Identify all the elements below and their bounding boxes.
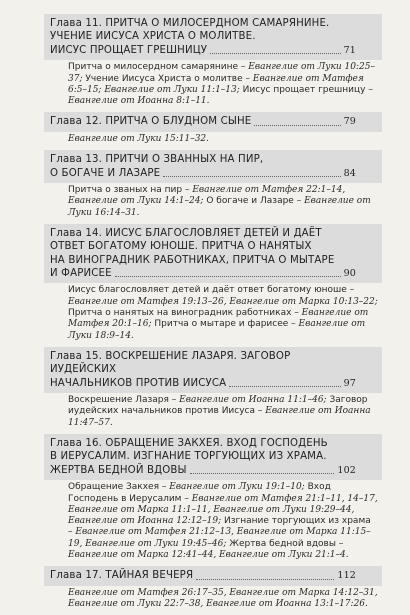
chapter-entries (44, 60, 382, 112)
entry-reference: Евангелие от Марка 12:41–44, Евангелие от Луки 21:1–4. (68, 550, 349, 561)
chapter-title-text: ПРИТЧА О БЛУДНОМ СЫНЕ (105, 116, 252, 128)
chapter-title-text: НАЧАЛЬНИКОВ ПРОТИВ ИИСУСА (50, 377, 227, 389)
entry-name: Иисус прощает грешницу (242, 84, 366, 95)
chapter-title (50, 350, 378, 390)
entry-reference: Евангелие от Матфея 19:13–26, Евангелие от Марка 10:13–22; (68, 296, 378, 307)
entry: Вход Господень в Иерусалим – Евангелие от Матфея 21:1–11, 14–17, Евангелие от Марка 11:1–11, Евангелие от Луки 19:29–44, Евангелие от Иоанна 12:12–19; (68, 482, 378, 527)
entry-name: Жертва бедной вдовы (229, 538, 336, 549)
entry: О богаче и Лазаре – Евангелие от Луки 16:14–31. (68, 196, 371, 218)
entry (68, 588, 378, 609)
entry-reference: Евангелие от Луки 19:1–10; (169, 482, 305, 493)
chapter-title-line (50, 30, 356, 43)
chapter-title-last-line (50, 569, 356, 582)
entry-reference: Евангелие от Луки 15:11–32. (68, 133, 210, 144)
dot-leader (254, 125, 340, 126)
entry: Жертва бедной вдовы – Евангелие от Марка 12:41–44, Евангелие от Луки 21:1–4. (68, 538, 349, 561)
chapter-entries (44, 586, 382, 615)
dot-leader (196, 579, 334, 580)
entry-reference: Евангелие от Матфея 6:5–15; Евангелие от Луки 11:1–13; (68, 73, 364, 95)
page-number: 112 (337, 570, 356, 582)
entry (68, 134, 209, 144)
chapter-title-line (50, 450, 356, 463)
page-number: 102 (337, 464, 356, 476)
chapter-title-last-line (50, 44, 356, 57)
chapter-title-text: ТАЙНАЯ ВЕЧЕРЯ (105, 570, 194, 582)
entry-reference: Евангелие от Луки 18:9–14. (68, 319, 366, 341)
entry-reference: Евангелие от Луки 10:25–37; (68, 62, 375, 84)
chapter-title (50, 153, 378, 180)
chapter-title-tail (50, 464, 187, 477)
entry-name: Притча о званых на пир (68, 184, 183, 195)
chapter-title-line (50, 254, 356, 267)
chapter-title-last-line (50, 464, 356, 477)
chapter-title-last-line (50, 115, 356, 128)
entry-reference: Евангелие от Матфея 21:1–11, 14–17, Евангелие от Марка 11:1–11, Евангелие от Луки 19:29–44, Евангелие от Иоанна 12:12–19; (68, 493, 378, 527)
entry-name: Вход Господень в Иерусалим (68, 482, 331, 504)
chapter-title-line (50, 153, 356, 166)
entry-reference: Евангелие от Матфея 21:12–13, Евангелие от Марка 11:15–19, Евангелие от Луки 19:45–46; (68, 527, 371, 549)
entry: Притча о нанятых на виноградник работниках – Евангелие от Матфея 20:1–16; (68, 308, 369, 330)
chapter-entries (44, 132, 382, 150)
entry-name: Притча о нанятых на виноградник работниках (68, 308, 292, 319)
chapter-label: Глава 14. (50, 227, 106, 239)
dot-leader (163, 176, 340, 177)
chapter-entries (44, 283, 382, 346)
chapter-title (50, 115, 378, 128)
entry-reference: Евангелие от Иоанна 11:47–57. (68, 406, 371, 428)
chapter-label: Глава 16. (50, 438, 106, 450)
chapter-heading[interactable] (44, 434, 382, 480)
chapter-label: Глава 15. (50, 350, 106, 362)
chapter-title-text: ПРИТЧИ О ЗВАННЫХ НА ПИР, (105, 154, 264, 166)
chapter-title-last-line (50, 377, 356, 390)
chapter-title-tail (50, 167, 160, 180)
entry-reference: Евангелие от Иоанна 8:1–11. (68, 96, 210, 107)
entry-reference: Евангелие от Матфея 26:17–35, Евангелие от Марка 14:12–31, Евангелие от Луки 22:7–38, Евангелие от Иоанна 13:1–17:26. (68, 587, 378, 610)
chapter-title-text: ИИСУС ПРОЩАЕТ ГРЕШНИЦУ (50, 44, 208, 56)
entry: Изгнание торгующих из храма – Евангелие от Матфея 21:12–13, Евангелие от Марка 11:15–19, Евангелие от Луки 19:45–46; (68, 516, 371, 549)
chapter-heading[interactable] (44, 566, 382, 585)
entry-name: Иисус благословляет детей и даёт ответ богатому юноше (68, 285, 347, 296)
chapter-label: Глава 12. (50, 116, 106, 128)
dot-leader (229, 386, 340, 387)
entry: Притча о милосердном самарянине – Евангелие от Луки 10:25–37; (68, 62, 375, 84)
entry-reference: Евангелие от Иоанна 11:1–46; (179, 395, 327, 406)
chapter-heading[interactable] (44, 112, 382, 131)
chapter-title-text: ВОСКРЕШЕНИЕ ЛАЗАРЯ. ЗАГОВОР ИУДЕЙСКИХ (50, 350, 291, 376)
chapter-title-tail (50, 115, 251, 128)
entry: Притча о званых на пир – Евангелие от Матфея 22:1–14, Евангелие от Луки 14:1–24; (68, 184, 346, 207)
entry-name: Притча о милосердном самарянине (68, 62, 239, 73)
chapter-title-text: В ИЕРУСАЛИМ. ИЗГНАНИЕ ТОРГУЮЩИХ ИЗ ХРАМА. (50, 451, 327, 463)
page-number: 84 (343, 167, 356, 179)
chapter-title-text: О БОГАЧЕ И ЛАЗАРЕ (50, 167, 161, 179)
entry: Иисус прощает грешницу – Евангелие от Иоанна 8:1–11. (68, 84, 373, 107)
page-number: 79 (343, 116, 356, 128)
chapter-title (50, 569, 378, 582)
chapter-heading[interactable] (44, 347, 382, 393)
chapter-title (50, 17, 378, 57)
chapter-entries (44, 393, 382, 434)
chapter-title (50, 437, 378, 477)
entry-name: Обращение Закхея (68, 482, 160, 493)
chapter-label: Глава 13. (50, 154, 106, 166)
chapter-title-line (50, 227, 356, 240)
entry-reference: Евангелие от Луки 16:14–31. (68, 196, 371, 218)
entry: Притча о мытаре и фарисее – Евангелие от Луки 18:9–14. (68, 319, 366, 341)
entry-reference: Евангелие от Матфея 22:1–14, Евангелие от Луки 14:1–24; (68, 184, 346, 207)
entry-name: Заговор иудейских начальников против Иисуса (68, 395, 368, 417)
chapter-title-last-line (50, 167, 356, 180)
entry: Воскрешение Лазаря – Евангелие от Иоанна 11:1–46; (68, 395, 327, 406)
chapter-title-tail (50, 377, 226, 390)
page-number: 71 (343, 44, 356, 56)
chapter-label: Глава 17. (50, 570, 106, 582)
chapter-entries (44, 480, 382, 566)
entry-name: Притча о мытаре и фарисее (154, 319, 289, 330)
chapter-title-tail (50, 44, 207, 57)
chapter-title-tail (50, 569, 193, 582)
chapter-title-line (50, 350, 356, 377)
chapter-title-line (50, 17, 356, 30)
entry-reference: Евангелие от Матфея 20:1–16; (68, 308, 369, 330)
chapter-heading[interactable] (44, 150, 382, 183)
entry: Заговор иудейских начальников против Иисуса – Евангелие от Иоанна 11:47–57. (68, 395, 371, 428)
entry-name: Учение Иисуса Христа о молитве (85, 73, 243, 84)
chapter-title-text: НА ВИНОГРАДНИК РАБОТНИКАХ, ПРИТЧА О МЫТАРЕ (50, 254, 335, 266)
chapter-title-text: И ФАРИСЕЕ (50, 268, 112, 280)
chapter-entries (44, 183, 382, 224)
chapter-title-text: ИИСУС БЛАГОСЛОВЛЯЕТ ДЕТЕЙ И ДАЁТ (105, 227, 322, 239)
chapter-title-last-line (50, 267, 356, 280)
chapter-title-tail (50, 267, 112, 280)
chapter-title-text: ПРИТЧА О МИЛОСЕРДНОМ САМАРЯНИНЕ. (105, 18, 330, 29)
dot-leader (115, 276, 341, 277)
dot-leader (190, 473, 335, 474)
chapter-title-text: ОБРАЩЕНИЕ ЗАКХЕЯ. ВХОД ГОСПОДЕНЬ (105, 438, 328, 450)
entry-name: О богаче и Лазаре (206, 196, 294, 207)
dot-leader (210, 53, 340, 54)
chapter-title-text: ЖЕРТВА БЕДНОЙ ВДОВЫ (50, 464, 187, 476)
page-number: 97 (343, 377, 356, 389)
entry: Учение Иисуса Христа о молитве – Евангелие от Матфея 6:5–15; Евангелие от Луки 11:1–13; (68, 73, 364, 95)
entry: Иисус благословляет детей и даёт ответ богатому юноше – Евангелие от Матфея 19:13–26, Евангелие от Марка 10:13–22; (68, 285, 378, 307)
chapter-title-line (50, 437, 356, 450)
chapter-title-line (50, 240, 356, 253)
chapter-title-text: ОТВЕТ БОГАТОМУ ЮНОШЕ. ПРИТЧА О НАНЯТЫХ (50, 241, 312, 253)
chapter-title-text: УЧЕНИЕ ИИСУСА ХРИСТА О МОЛИТВЕ. (50, 31, 256, 43)
chapter-label: Глава 11. (50, 18, 106, 29)
page-number: 90 (343, 268, 356, 280)
chapter-heading[interactable] (44, 224, 382, 284)
chapter-title (50, 227, 378, 281)
chapter-heading[interactable] (44, 14, 382, 60)
entry-name: Воскрешение Лазаря (68, 395, 169, 406)
entry: Обращение Закхея – Евангелие от Луки 19:1–10; (68, 482, 305, 493)
entry-name: Изгнание торгующих из храма (224, 516, 371, 527)
